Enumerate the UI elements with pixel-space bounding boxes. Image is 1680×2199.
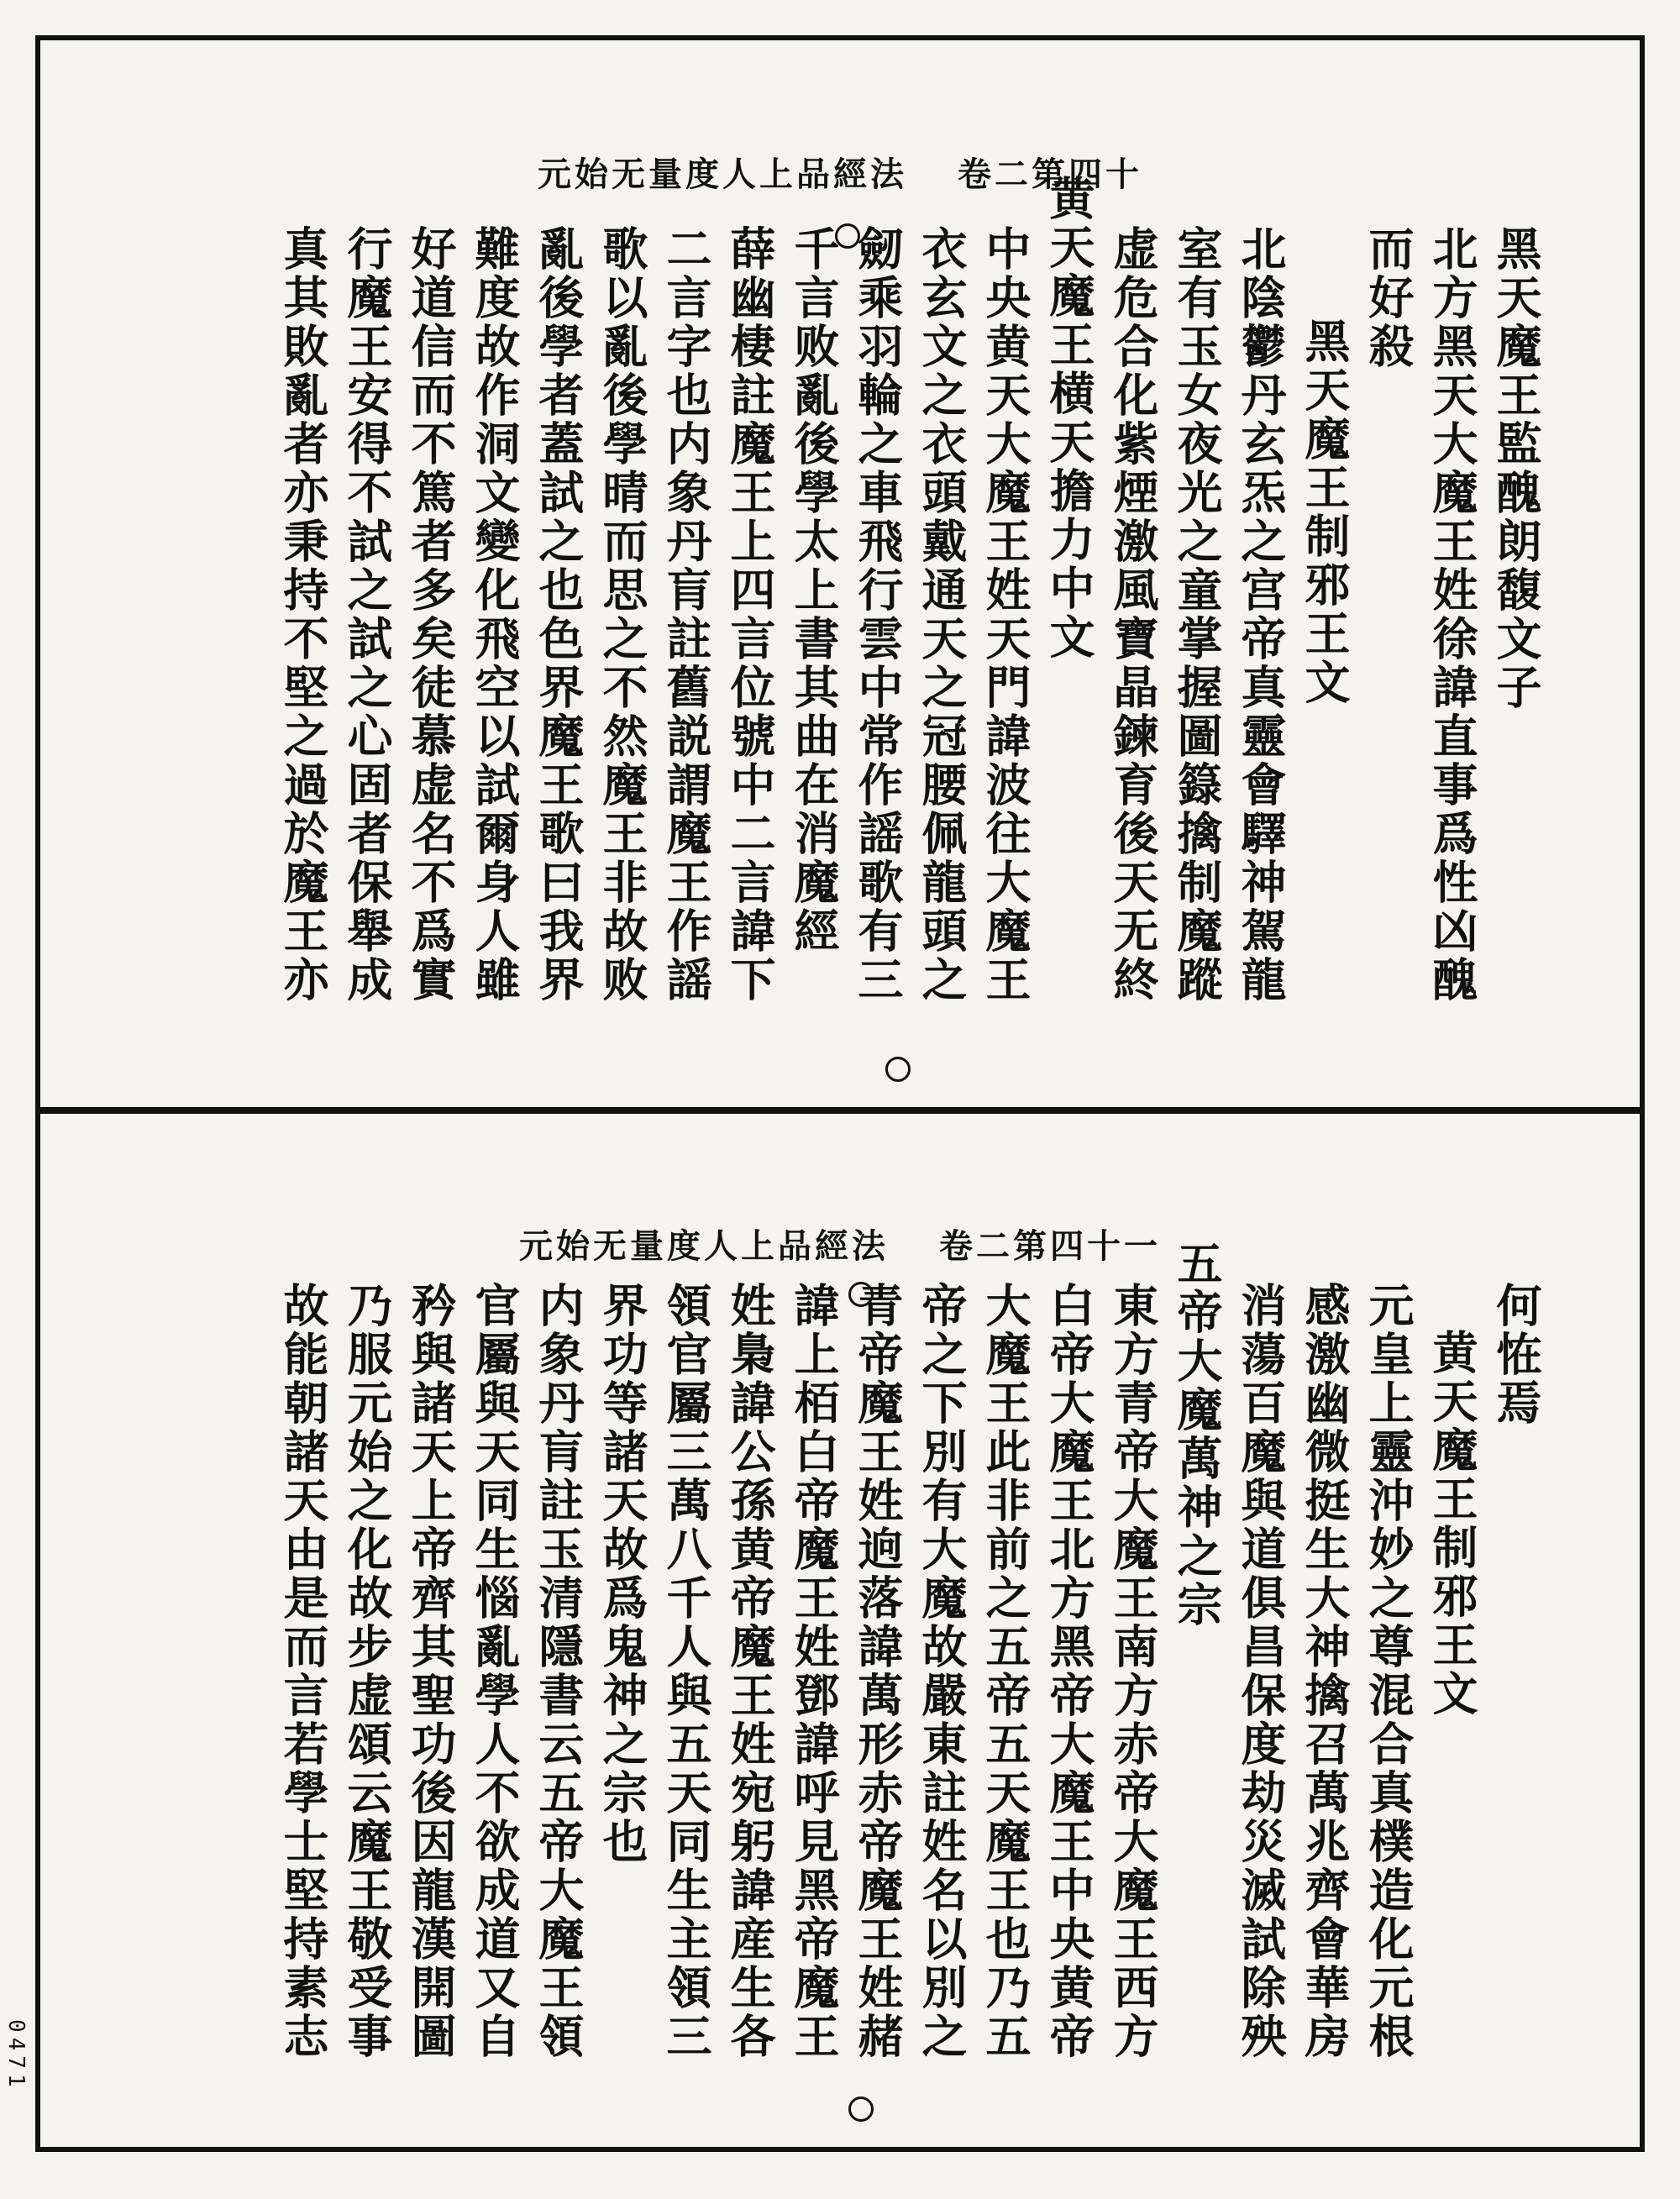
text-column: 衣玄文之衣頭戴通天之冠腰佩龍頭之 (915, 225, 969, 1005)
text-column: 黄天魔王横天擔力中文 (1042, 175, 1096, 662)
text-column: 真其敗亂者亦秉持不堅之過於魔王亦 (276, 225, 330, 1005)
text-column: 故能朝諸天由是而言若學士堅持素志 (276, 1282, 330, 2061)
text-column: 何恠焉 (1489, 1282, 1543, 1428)
text-column: 千言败亂後學太上書其曲在消魔經 (787, 225, 841, 956)
text-column: 感激幽微挺生大神擒召萬兆齊會華房 (1298, 1282, 1352, 2061)
text-column: 青帝魔王姓逈落諱萬形赤帝魔王姓赭 (851, 1282, 905, 2061)
text-column: 領官屬三萬八千人與五天同生主領三 (659, 1282, 713, 2061)
text-column: 行魔王安得不試之試之心固者保舉成 (340, 225, 394, 1005)
text-column: 大魔王此非前之五帝五天魔王也乃五 (979, 1282, 1032, 2061)
bottom-header-volume: 卷二第四十一 (939, 1226, 1161, 1266)
text-column: 官屬與天同生惱亂學人不欲成道又自 (468, 1282, 522, 2061)
punctuation-circle (848, 1282, 874, 1307)
text-column: 内象丹肓註玉清隱書云五帝大魔王領 (532, 1282, 585, 2061)
text-column: 中央黄天大魔王姓天門諱波往大魔王 (979, 225, 1032, 1005)
page-frame (35, 35, 1645, 2152)
top-header-volume: 卷二第四十 (958, 155, 1142, 194)
text-column: 姓梟諱公孫黄帝魔王姓宛躬諱産生各 (723, 1282, 777, 2061)
text-column: 劒乘羽輪之車飛行雲中常作謡歌有三 (851, 225, 905, 1005)
bottom-page-header (40, 1220, 1640, 1267)
top-header-title: 元始无量度人上品經法 (538, 155, 907, 194)
text-column: 黑天魔王監醜朗馥文子 (1489, 225, 1543, 712)
text-column: 虚危合化紫煙激風寶晶鍊育後天无終 (1106, 225, 1160, 1005)
punctuation-circle (885, 1057, 911, 1082)
punctuation-circle (835, 223, 860, 249)
text-column: 黄天魔王制邪王文 (1425, 1329, 1479, 1719)
punctuation-circle (848, 2097, 874, 2122)
text-column: 帝之下別有大魔故嚴東註姓名以別之 (915, 1282, 969, 2061)
text-column: 白帝大魔王北方黑帝大魔王中央黄帝 (1042, 1282, 1096, 2061)
text-column: 難度故作洞文變化飛空以試爾身人雖 (468, 225, 522, 1005)
text-column: 歌以亂後學晴而思之不然魔王非故败 (596, 225, 649, 1005)
text-column: 二言字也内象丹肓註舊説謂魔王作謡 (659, 225, 713, 1005)
text-column: 黑天魔王制邪王文 (1298, 318, 1352, 707)
text-column: 矜與諸天上帝齊其聖功後因龍漢開圖 (404, 1282, 458, 2061)
top-page-header (40, 148, 1640, 196)
top-text-columns (276, 175, 1543, 1082)
text-column: 亂後學者蓋試之也色界魔王歌曰我界 (532, 225, 585, 1005)
text-column: 界功等諸天故爲鬼神之宗也 (596, 1282, 649, 1866)
text-column: 薛幽棲註魔王上四言位號中二言諱下 (723, 225, 777, 1005)
text-column: 東方青帝大魔王南方赤帝大魔王西方 (1106, 1282, 1160, 2061)
text-column: 而好殺 (1362, 225, 1415, 371)
text-column: 室有玉女夜光之童掌握圖籙擒制魔蹤 (1170, 225, 1224, 1005)
text-column: 好道信而不篤者多矣徒慕虚名不爲實 (404, 225, 458, 1005)
text-column: 消蕩百魔與道俱昌保度劫災滅試除殃 (1234, 1282, 1288, 2061)
bottom-header-title: 元始无量度人上品經法 (519, 1226, 889, 1266)
page-divider (40, 1107, 1640, 1114)
page-number: 0471 (3, 2019, 29, 2092)
text-column: 諱上栢白帝魔王姓鄧諱呼見黑帝魔王 (787, 1282, 841, 2061)
text-column: 乃服元始之化故步虚頌云魔王敬受事 (340, 1282, 394, 2061)
text-column: 五帝大魔萬神之宗 (1170, 1240, 1224, 1630)
bottom-page (40, 1114, 1640, 2152)
text-column: 北方黑天大魔王姓徐諱直事爲性凶醜 (1425, 225, 1479, 1005)
text-column: 北陰鬱丹玄炁之宫帝真靈會驛神駕龍 (1234, 225, 1288, 1005)
top-page (40, 40, 1640, 1107)
text-column: 元皇上靈沖妙之尊混合真樸造化元根 (1362, 1282, 1415, 2061)
